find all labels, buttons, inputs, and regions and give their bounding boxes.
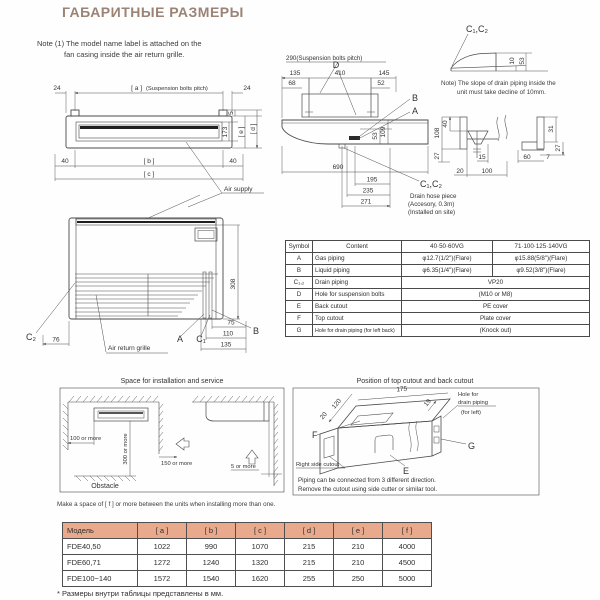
value-a: 1572 [138,571,187,587]
value-d: 215 [285,555,334,571]
header-col1: 40·50·60VG [402,241,493,253]
dim-75: 75 [227,319,235,327]
model-dimension-table [62,522,432,587]
dim-150-or-more: 150 or more [161,461,193,467]
header-model: Модель [63,523,138,539]
header-c: [ c ] [236,523,285,539]
dim-c: [ c ] [143,171,155,178]
note-line1: Note (1) The model name label is attached on the [37,39,202,48]
cutout-dim-175: 175 [396,385,408,394]
symbol-cell: E [286,301,313,313]
bracket-dim-108: 108 [434,127,441,139]
value-d: 255 [285,571,334,587]
bracket-dim-27-right: 27 [555,144,562,152]
louver-view-unit-outline [69,218,223,319]
value-d: 215 [285,539,334,555]
value-f: 4000 [383,539,432,555]
dim-52: 52 [377,80,385,87]
right-side-cutout-label: Right side cutout [296,462,340,468]
cutout-title: Position of top cutout and back cutout [356,378,474,385]
dim-d: [ d ] [250,123,257,135]
install-space-title: Space for installation and service [120,378,224,385]
symbol-cell: B [286,265,313,277]
install-space-caption: Make a space of [ f ] or more between the units when installing more than one. [57,501,276,508]
label-a: A [412,106,419,116]
dim-40-left: 40 [61,158,69,165]
symbol-cell: D [286,289,313,301]
slope-c1c2-label: C₁,C₂ [466,24,489,34]
note-line2: fan casing inside the air return grille. [64,49,185,59]
cutout-dim-20: 20 [318,411,329,422]
value-b: 1240 [187,555,236,571]
hole-drain-label-1: Hole for [458,392,479,398]
label-g: G [468,441,476,451]
dim-135: 135 [220,341,232,349]
label-c1: C₁ [196,334,206,344]
louver-view-drawing [18,198,283,366]
pipe-connection-detail [349,136,360,140]
dim-173: 173 [222,126,229,138]
drain-note2: (Accesory, 0.3m) [408,201,455,208]
slope-note-line1: Note) The slope of drain piping inside the [441,80,556,87]
obstacle-label: Obstacle [91,483,119,490]
value-b: 1540 [187,571,236,587]
value-a: 1022 [138,539,187,555]
dim-24-right: 24 [243,85,251,92]
side-view-leaders [286,62,419,181]
cutout-dim-19: 19 [422,398,433,409]
front-view-drawing [38,80,288,208]
header-b: [ b ] [187,523,236,539]
value-cell-span: Plate cover [402,313,590,325]
cutout-position-drawing [290,376,542,500]
air-supply-label: Air supply [224,186,253,193]
bracket-dim-40: 40 [442,120,449,128]
table-footnote: * Размеры внутри таблицы представлены в мм. [57,589,224,598]
hole-drain-label-2: drain piping [458,400,488,406]
symbol-row-g [286,325,590,337]
content-cell: Gas piping [313,253,402,265]
content-cell: Liquid piping [313,265,402,277]
bracket-dim-7: 7 [546,154,550,161]
header-content: Content [313,241,402,253]
content-cell: Back cutout [313,301,402,313]
symbol-row-f [286,313,590,325]
value-cell-span: (Knock out) [402,325,590,337]
header-d: [ d ] [285,523,334,539]
bracket-dim-60: 60 [523,154,531,161]
symbol-row-a [286,253,590,265]
slope-detail-drawing [438,20,598,78]
label-e: E [403,466,410,476]
cutout-dim-120: 120 [330,397,344,411]
value-cell-span: PE cover [402,301,590,313]
dim-300-or-more: 300 or more [123,433,129,465]
value-e: 250 [334,571,383,587]
install-space-drawing [56,376,288,500]
bracket-dim-100: 100 [481,168,493,175]
dim-24-left: 24 [53,85,61,92]
value-f: 5000 [383,571,432,587]
dim-145: 145 [378,70,390,77]
louver-view-dimension-lines [43,225,246,349]
dim-e: [ e ] [238,126,245,138]
dim-76: 76 [52,336,60,344]
dim-53: 53 [372,132,379,140]
symbol-table-header-row [286,241,590,253]
dim-100-or-more: 100 or more [70,436,102,442]
value-f: 4500 [383,555,432,571]
dim-690: 690 [332,164,344,171]
label-c2: C₂ [26,332,36,342]
model-cell: FDE40,50 [63,539,138,555]
value-cell: φ12.7(1/2")(Flare) [402,253,493,265]
value-c: 1320 [236,555,285,571]
dim-110: 110 [222,330,234,338]
air-return-grille-louvers [75,274,218,316]
header-f: [ f ] [383,523,432,539]
slope-dim-10: 10 [509,57,516,65]
front-view-unit-outline [66,110,232,148]
cutout-note-2: Remove the cutout using side cutter or similar tool. [298,486,437,493]
header-e: [ e ] [334,523,383,539]
bracket-detail-drawing [430,92,598,188]
value-cell-span: VP20 [402,277,590,289]
louver-view-extension-lines [43,225,246,353]
value-a: 1272 [138,555,187,571]
value-c: 1070 [236,539,285,555]
model-cell: FDE60,71 [63,555,138,571]
drain-note1: Drain hose piece [410,193,457,200]
header-symbol: Symbol [286,241,313,253]
model-cell: FDE100~140 [63,571,138,587]
air-return-grille-label: Air return grille [108,345,151,352]
dim-410: 410 [334,70,346,77]
label-f: F [312,430,318,440]
label-d: D [332,60,340,70]
install-space-units [94,402,269,421]
symbol-row-b [286,265,590,277]
label-a: A [176,334,184,344]
symbol-row-c [286,277,590,289]
dim-5-or-more: 5 or more [231,464,256,470]
label-b: B [412,93,419,103]
table-row-fde4050 [63,539,432,555]
content-cell: Top cutout [313,313,402,325]
content-cell: Drain piping [313,277,402,289]
value-b: 990 [187,539,236,555]
dimension-table-header-row [63,523,432,539]
label-b: B [252,326,260,336]
cutout-note-1: Piping can be connected from 3 different direction. [298,477,436,484]
header-col2: 71·100·125·140VG [493,241,590,253]
dim-a: [ a ] [131,85,142,92]
symbol-cell: G [286,325,313,337]
bracket-detail-outline [460,115,544,158]
value-cell: φ15.88(5/8")(Flare) [493,253,590,265]
symbol-row-d [286,289,590,301]
value-cell: φ9.52(3/8")(Flare) [493,265,590,277]
drain-note3: (Installed on site) [408,209,456,216]
value-cell: φ6.35(1/4")(Flare) [402,265,493,277]
symbol-cell: C₁,₂ [286,277,313,289]
front-view-extension-lines [55,91,262,181]
table-row-fde100-140 [63,571,432,587]
header-a: [ a ] [138,523,187,539]
dim-308: 308 [230,278,237,290]
side-view-extension-lines [282,76,428,208]
dim-195: 195 [366,176,378,184]
dim-a-note: (Suspension bolts pitch) [146,86,208,92]
pitch-label: 290(Suspension bolts pitch) [286,55,363,62]
content-cell: Hole for drain piping (for left back) [313,325,402,337]
bracket-dim-31: 31 [548,125,555,133]
dim-b: [ b ] [143,158,155,165]
dim-271: 271 [360,198,372,206]
bracket-dim-27-left: 27 [434,152,441,160]
symbol-table [285,240,590,337]
hole-drain-label-3: (for left) [461,410,481,416]
bracket-dim-20: 20 [456,168,464,175]
value-cell-span: (M10 or M8) [402,289,590,301]
symbol-row-e [286,301,590,313]
slope-dim-53: 53 [519,57,526,65]
bracket-dim-15: 15 [478,154,486,161]
dim-235: 235 [362,187,374,195]
slope-detail-outline [451,53,548,71]
content-cell: Hole for suspension bolts [313,289,402,301]
front-view-small-dims [55,93,243,116]
page-title: ГАБАРИТНЫЕ РАЗМЕРЫ [62,4,244,20]
cutout-unit-isometric [320,399,450,474]
dim-40-right: 40 [229,158,237,165]
dim-135: 135 [289,70,301,77]
dim-109: 109 [380,126,387,138]
table-row-fde6071 [63,555,432,571]
note-model-label [37,39,202,61]
slope-note-line2: unit must take decline of 10mm. [457,89,546,97]
symbol-cell: F [286,313,313,325]
value-e: 210 [334,539,383,555]
dim-68: 68 [288,80,296,87]
drain-label: C₁,C₂ [420,179,443,189]
slope-detail-leader [452,34,468,66]
symbol-cell: A [286,253,313,265]
dim-5: 5 [228,111,235,115]
value-e: 210 [334,555,383,571]
value-c: 1620 [236,571,285,587]
side-view-dimension-lines [282,78,428,206]
